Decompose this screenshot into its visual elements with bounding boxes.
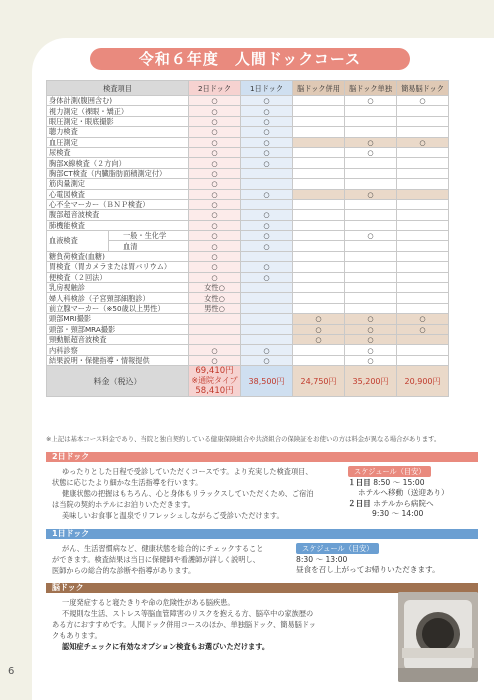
table-row	[47, 179, 449, 189]
table-row	[47, 293, 449, 303]
exam-item: 胃検査（胃カメラまたは胃バリウム）	[47, 262, 189, 272]
table-row	[47, 355, 449, 365]
table-row	[47, 324, 449, 334]
table-cell	[241, 251, 293, 261]
table-cell: ○	[293, 314, 345, 324]
table-cell	[397, 303, 449, 313]
section-brain-line: ある方におすすめです。人間ドック併用コースのほか、単独脳ドック、簡易脳ドッ	[52, 620, 316, 629]
table-row	[47, 199, 449, 209]
table-cell: ○	[241, 231, 293, 241]
exam-item: 内科診察	[47, 345, 189, 355]
table-cell: 男性○	[189, 303, 241, 313]
mri-scanner-image	[398, 592, 478, 682]
table-cell	[345, 127, 397, 137]
table-cell: ○	[189, 272, 241, 282]
exam-item: 乳房視触診	[47, 283, 189, 293]
table-cell	[241, 283, 293, 293]
table-cell: ○	[345, 96, 397, 106]
price-1day: 38,500円	[241, 366, 293, 397]
day2-time: 9:30 ～ 14:00	[372, 509, 424, 518]
table-cell	[397, 283, 449, 293]
section-2day-text	[52, 466, 342, 521]
table-cell: ○	[189, 96, 241, 106]
table-cell	[293, 262, 345, 272]
table-cell	[189, 324, 241, 334]
price-row	[47, 366, 449, 397]
price-label: 料金（税込）	[47, 366, 189, 397]
header-brain-only: 脳ドック単独	[345, 81, 397, 96]
table-cell	[293, 106, 345, 116]
table-cell	[293, 272, 345, 282]
table-cell: ○	[189, 116, 241, 126]
section-brain-title: 脳ドック	[52, 583, 84, 592]
table-cell: ○	[241, 272, 293, 282]
section-1day-text	[52, 543, 292, 576]
section-2day-line: は当院の契約ホテルにお泊りいただきます。	[52, 500, 195, 509]
exam-item: 尿検査	[47, 147, 189, 157]
table-cell: ○	[241, 147, 293, 157]
table-cell: ○	[241, 355, 293, 365]
table-cell	[397, 199, 449, 209]
table-cell: ○	[345, 345, 397, 355]
table-cell: ○	[189, 189, 241, 199]
schedule-heading: スケジュール（目安）	[296, 543, 379, 554]
table-cell: ○	[189, 199, 241, 209]
table-row	[47, 189, 449, 199]
table-cell: ○	[189, 168, 241, 178]
table-cell	[293, 147, 345, 157]
table-cell	[397, 168, 449, 178]
exam-item: 心不全マーカー（ＢＮＰ検査）	[47, 199, 189, 209]
table-cell	[345, 303, 397, 313]
table-cell	[293, 116, 345, 126]
table-cell	[397, 272, 449, 282]
table-cell	[189, 314, 241, 324]
section-1day-schedule	[296, 543, 476, 576]
table-cell	[397, 116, 449, 126]
table-cell	[397, 106, 449, 116]
table-row	[47, 345, 449, 355]
table-cell: ○	[241, 137, 293, 147]
table-cell	[397, 251, 449, 261]
table-cell	[293, 179, 345, 189]
day2-label: ２日目	[348, 498, 371, 508]
table-row	[47, 116, 449, 126]
blood-test-sub: 血清	[109, 241, 189, 251]
table-cell	[345, 179, 397, 189]
table-cell	[345, 116, 397, 126]
price-brain-simple: 20,900円	[397, 366, 449, 397]
table-cell	[345, 158, 397, 168]
table-cell: 女性○	[189, 293, 241, 303]
section-1day-line: ができます。検査結果は当日に保健師や看護師が詳しく説明し、	[52, 555, 260, 564]
section-1day-title: 1日ドック	[52, 529, 90, 538]
table-cell: ○	[189, 231, 241, 241]
table-cell	[293, 345, 345, 355]
section-2day-line: 状態に応じたより細かな生活指導を行います。	[52, 478, 203, 487]
exam-item: 肺機能検査	[47, 220, 189, 230]
section-1day-line: 医師からの総合的な診断や指導があります。	[52, 566, 196, 575]
price-brain-combined: 24,750円	[293, 366, 345, 397]
table-cell	[293, 137, 345, 147]
table-cell: ○	[189, 220, 241, 230]
exam-item: 胸部X線検査（２方向）	[47, 158, 189, 168]
exam-item: 胸部CT検査（内臓脂肪面積測定付）	[47, 168, 189, 178]
header-2day: 2日ドック	[189, 81, 241, 96]
table-cell: ○	[189, 345, 241, 355]
price-2day	[189, 366, 241, 397]
table-cell: ○	[397, 314, 449, 324]
table-cell: ○	[345, 231, 397, 241]
schedule-heading: スケジュール（目安）	[348, 466, 431, 477]
exam-item: 腹部超音波検査	[47, 210, 189, 220]
table-cell	[241, 293, 293, 303]
section-2day-heading	[46, 452, 478, 462]
blood-test-sub: 一般・生化学	[109, 231, 189, 241]
section-brain-line: クもあります。	[52, 631, 102, 640]
exam-item: 結果説明・保健指導・情報提供	[47, 355, 189, 365]
table-cell	[241, 303, 293, 313]
table-cell: ○	[189, 355, 241, 365]
table-row	[47, 106, 449, 116]
table-cell	[397, 231, 449, 241]
table-cell: ○	[189, 262, 241, 272]
table-cell: ○	[345, 355, 397, 365]
table-row	[47, 272, 449, 282]
table-row	[47, 158, 449, 168]
price-2day-value: 69,410円	[195, 366, 234, 377]
exam-item: 糖負荷検査(血糖)	[47, 251, 189, 261]
table-cell: ○	[189, 179, 241, 189]
exam-item: 頸動脈超音波検査	[47, 334, 189, 344]
table-cell	[293, 293, 345, 303]
day2-note: ホテルから病院へ	[373, 498, 434, 508]
table-cell: ○	[241, 96, 293, 106]
table-cell	[345, 262, 397, 272]
table-cell: ○	[293, 324, 345, 334]
table-cell: ○	[241, 210, 293, 220]
table-cell: ○	[293, 334, 345, 344]
header-brain-combined: 脳ドック併用	[293, 81, 345, 96]
table-cell: ○	[241, 220, 293, 230]
table-cell	[397, 334, 449, 344]
table-row	[47, 147, 449, 157]
table-cell: ○	[189, 158, 241, 168]
table-cell	[397, 293, 449, 303]
table-cell: 女性○	[189, 283, 241, 293]
table-cell	[397, 127, 449, 137]
table-row	[47, 314, 449, 324]
table-row	[47, 127, 449, 137]
header-item: 検査項目	[47, 81, 189, 96]
table-cell	[397, 189, 449, 199]
table-cell: ○	[241, 106, 293, 116]
day1-label: １日目	[348, 477, 371, 487]
table-cell: ○	[345, 314, 397, 324]
exam-item: 頭部・頸部MRA撮影	[47, 324, 189, 334]
page-number: 6	[8, 666, 15, 677]
header-1day: 1日ドック	[241, 81, 293, 96]
table-cell	[397, 262, 449, 272]
exam-item: 心電図検査	[47, 189, 189, 199]
table-cell	[345, 241, 397, 251]
table-row	[47, 210, 449, 220]
table-cell	[241, 314, 293, 324]
header-brain-simple: 簡易脳ドック	[397, 81, 449, 96]
table-row	[47, 231, 449, 241]
section-brain-line: 一度発症すると寝たきりや命の危険性がある脳疾患。	[62, 598, 235, 607]
table-cell	[293, 168, 345, 178]
table-cell: ○	[241, 158, 293, 168]
exam-item: 血圧測定	[47, 137, 189, 147]
table-body	[47, 96, 449, 397]
table-cell	[293, 189, 345, 199]
table-cell: ○	[189, 147, 241, 157]
table-row	[47, 220, 449, 230]
section-brain-bold: 認知症チェックに有効なオプション検査もお選びいただけます。	[62, 642, 270, 651]
table-cell	[293, 96, 345, 106]
table-row	[47, 168, 449, 178]
table-row	[47, 262, 449, 272]
table-row	[47, 96, 449, 106]
section-1day-heading	[46, 529, 478, 539]
table-cell	[293, 241, 345, 251]
table-cell	[345, 251, 397, 261]
table-cell	[397, 179, 449, 189]
table-cell: ○	[241, 127, 293, 137]
table-cell: ○	[241, 189, 293, 199]
table-cell	[345, 220, 397, 230]
section-2day-title: 2日ドック	[52, 452, 90, 461]
table-cell: ○	[189, 251, 241, 261]
table-cell: ○	[345, 324, 397, 334]
table-cell: ○	[345, 147, 397, 157]
price-2day-alt: 58,410円	[195, 386, 234, 397]
table-cell: ○	[189, 210, 241, 220]
table-cell	[241, 324, 293, 334]
table-cell	[345, 293, 397, 303]
table-cell	[345, 272, 397, 282]
exam-item: 身体計測(腹囲含む)	[47, 96, 189, 106]
table-cell	[293, 210, 345, 220]
table-cell	[345, 106, 397, 116]
table-row	[47, 303, 449, 313]
table-cell: ○	[189, 241, 241, 251]
section-brain-line: 不規則な生活、ストレス等脳血管障害のリスクを抱える方、脳卒中の家族歴の	[62, 609, 314, 618]
exam-item: 婦人科検診（子宮頸部細胞診）	[47, 293, 189, 303]
table-cell: ○	[189, 106, 241, 116]
exam-item: 前立腺マーカー（※50歳以上男性）	[47, 303, 189, 313]
table-cell	[241, 199, 293, 209]
table-cell	[293, 251, 345, 261]
table-cell: ○	[241, 241, 293, 251]
table-cell	[397, 158, 449, 168]
table-cell: ○	[345, 334, 397, 344]
table-cell	[397, 220, 449, 230]
exam-item: 筋肉量測定	[47, 179, 189, 189]
table-cell	[241, 334, 293, 344]
table-cell	[293, 158, 345, 168]
table-cell	[241, 179, 293, 189]
section-1day-line: がん、生活習慣病など、健康状態を総合的にチェックすること	[62, 544, 264, 553]
table-cell	[345, 199, 397, 209]
table-row	[47, 334, 449, 344]
table-cell: ○	[397, 324, 449, 334]
table-cell	[293, 283, 345, 293]
table-cell: ○	[397, 137, 449, 147]
exam-item: 聴力検査	[47, 127, 189, 137]
page-title: 令和６年度 人間ドックコース	[90, 48, 410, 70]
table-cell: ○	[189, 127, 241, 137]
table-row	[47, 283, 449, 293]
table-cell: ○	[397, 96, 449, 106]
table-cell	[397, 210, 449, 220]
price-2day-note: ※通院タイプ	[191, 376, 238, 386]
table-cell	[293, 355, 345, 365]
price-note: ※上記は基本コース料金であり、当院と独自契約している健康保険組合や共済組合の保険証をお使いの方は料金が異なる場合があります。	[46, 435, 441, 443]
table-row	[47, 251, 449, 261]
course-table	[46, 80, 449, 397]
table-cell	[345, 283, 397, 293]
table-cell: ○	[241, 262, 293, 272]
exam-item: 視力測定（裸眼・矯正）	[47, 106, 189, 116]
blood-test-label: 血液検査	[47, 231, 109, 252]
section-2day-line: ゆったりとした日程で受診していただくコースです。より充実した検査項目、	[62, 467, 313, 476]
table-cell	[397, 241, 449, 251]
table-cell: ○	[241, 345, 293, 355]
table-cell	[293, 303, 345, 313]
exam-item: 便検査（２回法）	[47, 272, 189, 282]
table-header-row	[47, 81, 449, 96]
table-cell	[397, 355, 449, 365]
table-cell: ○	[345, 137, 397, 147]
day1-note: ホテルへ移動（送迎あり）	[358, 488, 449, 497]
table-cell: ○	[241, 116, 293, 126]
table-cell	[345, 168, 397, 178]
section-2day-line: 美味しいお食事と温泉でリフレッシュしながらご受診いただけます。	[62, 511, 284, 520]
table-cell	[293, 231, 345, 241]
day1-time: 8:50 ～ 15:00	[373, 477, 425, 487]
table-cell	[293, 220, 345, 230]
table-cell	[241, 168, 293, 178]
schedule-time: 8:30 ～ 13:00	[296, 554, 348, 564]
table-row	[47, 137, 449, 147]
table-cell	[189, 334, 241, 344]
section-2day-schedule	[348, 466, 478, 520]
section-2day-line: 健康状態の把握はもちろん、心と身体もリラックスしていただくため、ご宿泊	[62, 489, 314, 498]
table-cell	[293, 199, 345, 209]
table-cell	[397, 345, 449, 355]
section-brain-text	[52, 597, 392, 652]
schedule-after: 昼食を召し上がってお帰りいただきます。	[296, 565, 440, 574]
exam-item: 眼圧測定・眼底撮影	[47, 116, 189, 126]
price-brain-only: 35,200円	[345, 366, 397, 397]
table-cell	[397, 147, 449, 157]
table-cell: ○	[345, 189, 397, 199]
table-cell	[345, 210, 397, 220]
exam-item: 頭部MRI撮影	[47, 314, 189, 324]
table-cell: ○	[189, 137, 241, 147]
table-cell	[293, 127, 345, 137]
